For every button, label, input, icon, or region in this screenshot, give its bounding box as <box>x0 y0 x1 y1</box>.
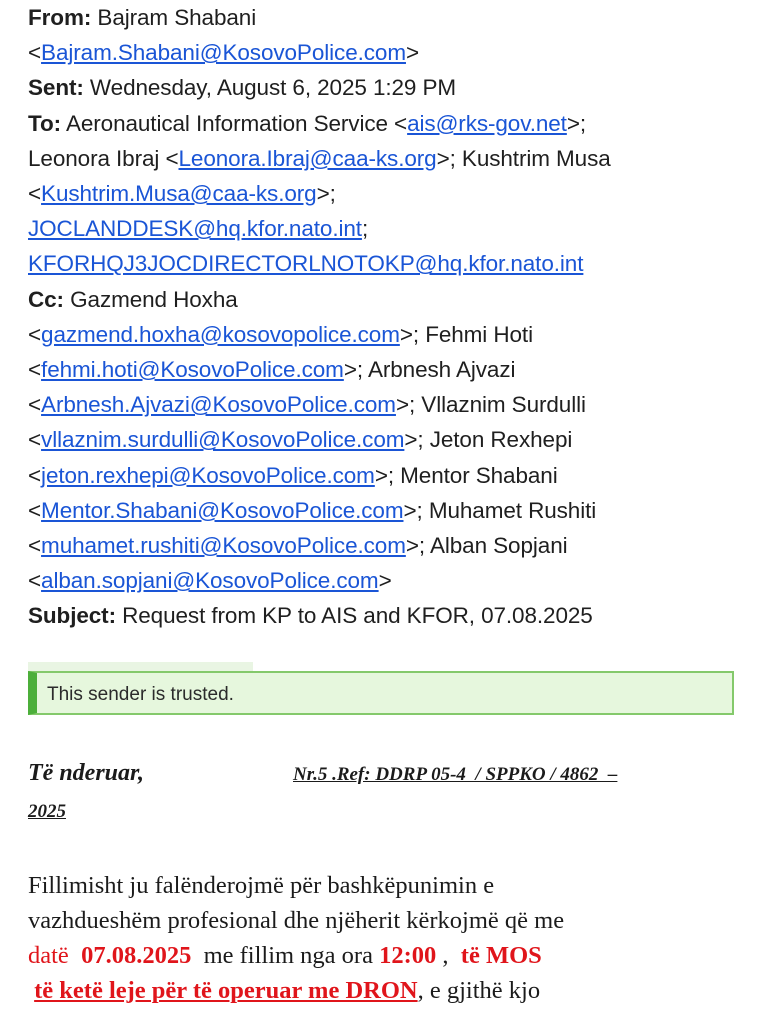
cc-email-link[interactable]: Mentor.Shabani@KosovoPolice.com <box>41 497 404 523</box>
subject-value: Request from KP to AIS and KFOR, 07.08.2025 <box>122 603 593 629</box>
to-name: Leonora Ibraj <box>28 145 160 171</box>
from-label: From: <box>28 5 92 30</box>
paragraph-line: vazhdueshëm profesional dhe njëherit kërkojmë që me <box>28 907 565 934</box>
email-header <box>28 0 748 634</box>
to-email-link[interactable]: ais@rks-gov.net <box>407 110 567 136</box>
trusted-sender-banner <box>28 671 734 715</box>
from-row <box>28 0 748 35</box>
cc-row-6: <jeton.rexhepi@KosovoPolice.com>; Mentor Shabani <box>28 462 558 488</box>
from-email-link[interactable]: Bajram.Shabani@KosovoPolice.com <box>41 40 406 66</box>
cc-row-3: <fehmi.hoti@KosovoPolice.com>; Arbnesh Ajvazi <box>28 357 516 383</box>
trailing-text: , e gjithë kjo <box>417 977 541 1004</box>
cc-email-link[interactable]: gazmend.hoxha@kosovopolice.com <box>41 321 400 347</box>
cc-name: Muhamet Rushiti <box>428 497 597 523</box>
cc-row-9: <alban.sopjani@KosovoPolice.com> <box>28 568 392 594</box>
to-name: Aeronautical Information Service <box>65 110 388 136</box>
drone-restriction-text: të ketë leje për të operuar me DRON <box>34 977 418 1004</box>
cc-name: Jeton Rexhepi <box>429 427 573 453</box>
cc-email-link[interactable]: muhamet.rushiti@KosovoPolice.com <box>41 533 406 559</box>
cc-email-link[interactable]: alban.sopjani@KosovoPolice.com <box>41 568 379 594</box>
comma: , <box>442 942 449 969</box>
sent-label: Sent: <box>28 75 84 101</box>
paragraph-line <box>28 973 758 1008</box>
paragraph-line <box>28 938 758 973</box>
to-row-2: Leonora Ibraj <Leonora.Ibraj@caa-ks.org>; Kushtrim Musa <box>28 145 611 171</box>
cc-row-4: <Arbnesh.Ajvazi@KosovoPolice.com>; Vllaznim Surdulli <box>28 392 586 418</box>
to-email-link[interactable]: JOCLANDDESK@hq.kfor.nato.int <box>28 216 362 242</box>
cc-row-1 <box>28 282 748 317</box>
letter-greeting: Të nderuar, <box>28 760 145 786</box>
to-email-link[interactable]: Leonora.Ibraj@caa-ks.org <box>178 145 437 171</box>
to-email-link[interactable]: Kushtrim.Musa@caa-ks.org <box>41 181 317 207</box>
cc-label: Cc: <box>28 286 64 312</box>
letter-reference: Nr.5 .Ref: DDRP 05-4 / SPPKO / 4862 – <box>293 764 618 785</box>
cc-name: Vllaznim Surdulli <box>421 392 586 418</box>
cc-name: Fehmi Hoti <box>425 321 533 347</box>
cc-name: Mentor Shabani <box>400 462 558 488</box>
from-email-row: <Bajram.Shabani@KosovoPolice.com> <box>28 40 420 66</box>
to-row-1: To: Aeronautical Information Service <ais@rks-gov.net>; <box>28 110 587 136</box>
cc-row-2: <gazmend.hoxha@kosovopolice.com>; Fehmi Hoti <box>28 321 533 347</box>
from-name: Bajram Shabani <box>97 5 257 30</box>
letter-reference-year: 2025 <box>28 801 66 822</box>
to-name: Kushtrim Musa <box>461 145 611 171</box>
cc-email-link[interactable]: vllaznim.surdulli@KosovoPolice.com <box>41 427 405 453</box>
start-text: me fillim nga ora <box>203 942 373 969</box>
trusted-sender-text: This sender is trusted. <box>47 684 234 705</box>
trust-banner-top-strip <box>28 662 253 671</box>
to-email-link[interactable]: KFORHQJ3JOCDIRECTORLNOTOKP@hq.kfor.nato.int <box>28 251 584 277</box>
cc-email-link[interactable]: fehmi.hoti@KosovoPolice.com <box>41 357 344 383</box>
letter-paragraph <box>28 868 758 1008</box>
cc-row-7: <Mentor.Shabani@KosovoPolice.com>; Muhamet Rushiti <box>28 497 597 523</box>
sent-value: Wednesday, August 6, 2025 1:29 PM <box>89 75 457 101</box>
to-row-4: JOCLANDDESK@hq.kfor.nato.int; <box>28 216 369 242</box>
cc-name: Alban Sopjani <box>429 533 568 559</box>
cc-row-8: <muhamet.rushiti@KosovoPolice.com>; Alban Sopjani <box>28 533 568 559</box>
cc-email-link[interactable]: jeton.rexhepi@KosovoPolice.com <box>41 462 375 488</box>
subject-label: Subject: <box>28 603 116 629</box>
to-row-3: <Kushtrim.Musa@caa-ks.org>; <box>28 181 336 207</box>
subject-row <box>28 598 748 633</box>
date-word: datë <box>28 942 69 969</box>
sent-row <box>28 70 748 105</box>
cc-name: Gazmend Hoxha <box>70 286 238 312</box>
time-value: 12:00 <box>379 942 437 969</box>
cc-email-link[interactable]: Arbnesh.Ajvazi@KosovoPolice.com <box>41 392 396 418</box>
to-row-5 <box>28 246 748 281</box>
not-allowed-text: të MOS <box>460 942 542 969</box>
date-value: 07.08.2025 <box>81 942 192 969</box>
paragraph-line: Fillimisht ju falënderojmë për bashkëpunimin e <box>28 872 495 899</box>
to-label: To: <box>28 110 62 136</box>
cc-row-5: <vllaznim.surdulli@KosovoPolice.com>; Jeton Rexhepi <box>28 427 573 453</box>
cc-name: Arbnesh Ajvazi <box>367 357 516 383</box>
